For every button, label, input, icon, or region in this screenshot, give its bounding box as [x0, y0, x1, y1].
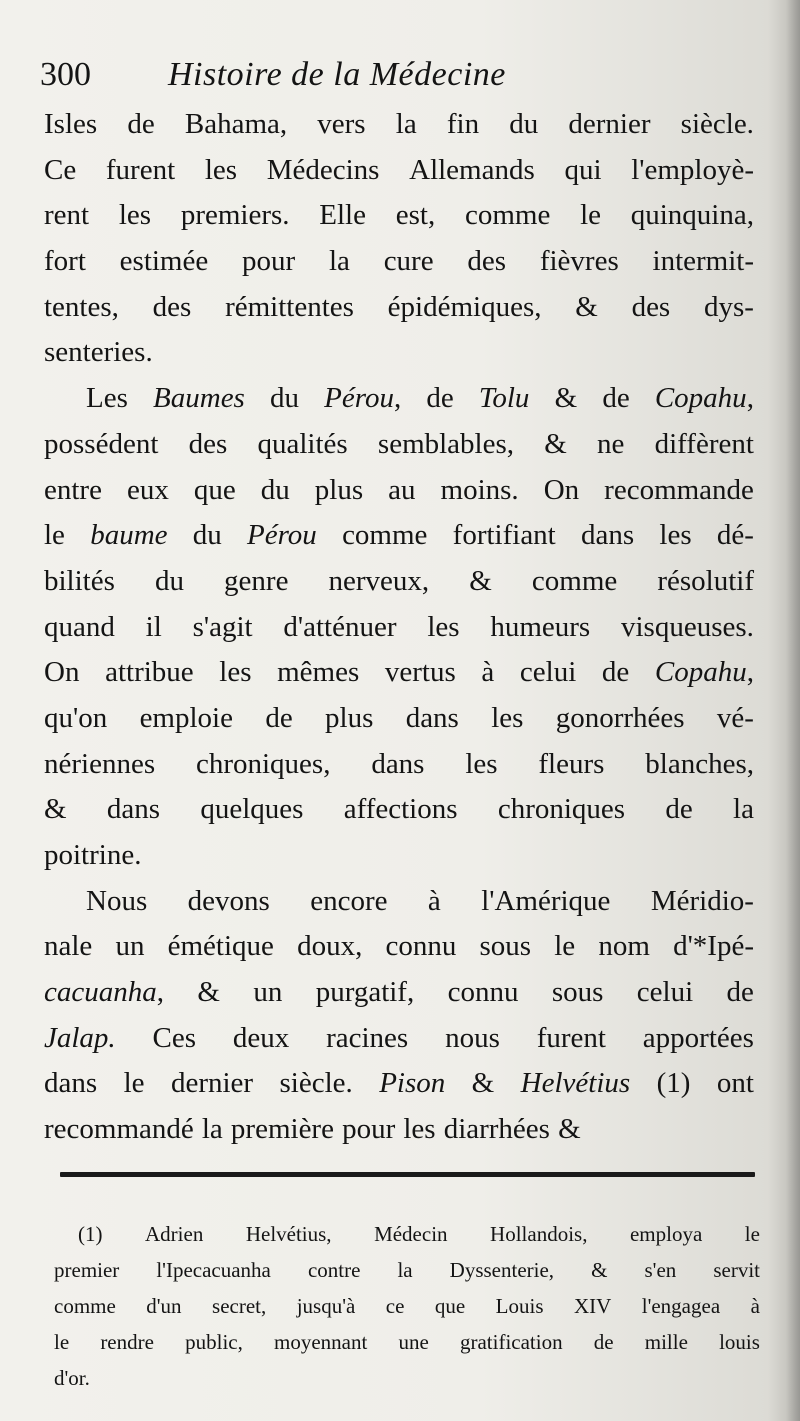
text-line — [44, 879, 754, 925]
word: recommande — [604, 473, 754, 506]
word: dernier — [170, 1067, 254, 1100]
text-line — [44, 696, 754, 742]
footnote-rule — [60, 1172, 755, 1177]
word: moins. — [440, 473, 519, 506]
running-title: Histoire de la Médecine — [168, 56, 506, 93]
word: la — [397, 1258, 413, 1282]
word: nale — [44, 930, 93, 963]
word: à — [427, 884, 441, 917]
word: contre — [307, 1258, 361, 1282]
word: l'Amérique — [481, 884, 611, 917]
text-line — [44, 970, 754, 1016]
word: connu — [447, 976, 519, 1009]
word: les — [659, 519, 692, 552]
word: de — [265, 701, 293, 734]
word: dans — [106, 793, 161, 826]
word: la — [395, 108, 417, 140]
word: la — [328, 245, 350, 278]
word: & — [197, 976, 220, 1009]
word: vers — [317, 108, 366, 140]
word: bilités — [44, 564, 115, 597]
word: possédent — [44, 427, 159, 460]
word: siècle. — [279, 1067, 353, 1100]
word: (1) — [656, 1067, 691, 1100]
page-header — [40, 48, 760, 102]
page-edge-shadow — [786, 0, 800, 1421]
text-line — [44, 330, 754, 376]
word: l'Ipecacuanha — [156, 1258, 271, 1282]
word: le — [123, 1067, 145, 1100]
word: quelques — [200, 793, 304, 826]
word: un — [115, 930, 145, 963]
word: emploie — [139, 701, 233, 734]
word: que — [434, 1294, 466, 1318]
word: de — [602, 382, 630, 415]
word: humeurs — [490, 610, 591, 643]
word: le — [44, 519, 65, 552]
word: résolutif — [657, 564, 754, 597]
text-line — [44, 650, 754, 696]
text-line — [44, 468, 754, 514]
word: connu — [385, 930, 457, 963]
word: comme — [464, 199, 551, 232]
word: d'atténuer — [283, 610, 397, 643]
word: cure — [383, 245, 434, 278]
word: jusqu'à — [296, 1294, 356, 1318]
word: il — [145, 610, 162, 643]
word: intermit- — [652, 245, 754, 278]
word: qualités — [257, 427, 348, 460]
word: Ce — [44, 153, 77, 186]
word: Helvétius — [520, 1067, 631, 1100]
word: mille — [644, 1330, 688, 1354]
word: dernier — [568, 108, 651, 140]
word: cacuanha, — [44, 976, 164, 1009]
page-number: 300 — [40, 56, 91, 93]
word: employa — [629, 1222, 703, 1246]
word: comme — [54, 1294, 116, 1318]
word: ne — [597, 427, 625, 460]
word: On — [44, 656, 80, 689]
word: d'*Ipé- — [673, 930, 754, 963]
word: Hollandois, — [490, 1222, 588, 1246]
word: & — [554, 382, 578, 415]
word: pour — [342, 1113, 396, 1146]
word: dys- — [703, 290, 754, 323]
word: plus — [325, 701, 374, 734]
text-line — [44, 193, 754, 239]
word: devons — [187, 884, 270, 917]
word: vé- — [716, 701, 754, 734]
word: s'en — [644, 1258, 677, 1282]
word: genre — [224, 564, 289, 597]
word: semblables, — [377, 427, 515, 460]
word: que — [193, 473, 236, 506]
word: blanches, — [645, 747, 754, 780]
word: quand — [44, 610, 115, 643]
text-line — [44, 513, 754, 559]
word: Médecin — [374, 1222, 448, 1246]
word: s'agit — [192, 610, 253, 643]
word: (1) — [78, 1222, 103, 1246]
word: du — [509, 108, 539, 140]
word: nériennes — [44, 747, 156, 780]
word: Louis — [495, 1294, 544, 1318]
word: XIV — [573, 1294, 612, 1318]
word: la — [201, 1113, 223, 1146]
word: & — [591, 1258, 608, 1282]
word: le — [554, 930, 576, 963]
word: dans — [581, 519, 635, 552]
footnote-line — [54, 1360, 760, 1396]
word: Baumes — [153, 382, 245, 415]
text-line — [44, 787, 754, 833]
word: dans — [371, 747, 425, 780]
word: premiers. — [180, 199, 290, 232]
word: Allemands — [409, 153, 535, 186]
text-line — [44, 1107, 754, 1153]
footnote-line — [54, 1324, 760, 1360]
word: diarrhées — [443, 1113, 550, 1146]
word: pour — [242, 245, 296, 278]
word: Isles — [44, 108, 98, 140]
word: d'or. — [54, 1366, 90, 1390]
word: moyennant — [274, 1330, 368, 1354]
word: ce — [385, 1294, 405, 1318]
word: doux, — [297, 930, 363, 963]
word: est, — [395, 199, 436, 232]
word: senteries. — [44, 336, 153, 369]
word: les — [491, 701, 524, 734]
word: Elle — [319, 199, 366, 232]
word: dé- — [716, 519, 754, 552]
word: secret, — [212, 1294, 267, 1318]
word: servit — [713, 1258, 760, 1282]
word: rent — [44, 199, 90, 232]
word: de — [726, 976, 754, 1009]
word: fièvres — [539, 245, 619, 278]
word: les — [427, 610, 460, 643]
word: nous — [445, 1021, 500, 1054]
word: purgatif, — [315, 976, 415, 1009]
word: mêmes — [277, 656, 360, 689]
word: le — [580, 199, 601, 232]
word: dans — [44, 1067, 98, 1100]
word: poitrine. — [44, 839, 142, 871]
word: Ces — [152, 1021, 197, 1054]
word: On — [543, 473, 580, 506]
word: les — [403, 1113, 436, 1146]
text-line — [44, 376, 754, 422]
word: nom — [598, 930, 650, 963]
word: & — [558, 1113, 581, 1146]
word: à — [481, 656, 495, 689]
word: Nous — [86, 884, 148, 917]
footnote-line — [54, 1216, 760, 1252]
word: eux — [126, 473, 169, 506]
word: de — [601, 656, 630, 689]
word: celui — [519, 656, 577, 689]
word: rendre — [100, 1330, 154, 1354]
word: à — [750, 1294, 760, 1318]
word: siècle. — [680, 108, 754, 140]
word: & — [575, 290, 598, 323]
word: furent — [536, 1021, 606, 1054]
word: deux — [232, 1021, 290, 1054]
text-line — [44, 422, 754, 468]
text-line — [44, 924, 754, 970]
text-line — [44, 1061, 754, 1107]
word: Médecins — [266, 153, 380, 186]
word: sous — [551, 976, 604, 1009]
text-line — [44, 1016, 754, 1062]
word: fort — [44, 245, 86, 278]
word: dans — [405, 701, 459, 734]
word: rémittentes — [225, 290, 354, 323]
word: fin — [446, 108, 480, 140]
word: Pérou — [247, 519, 317, 552]
word: furent — [105, 153, 176, 186]
word: d'un — [146, 1294, 182, 1318]
text-line — [44, 148, 754, 194]
word: nerveux, — [328, 564, 430, 597]
word: comme — [342, 519, 428, 552]
word: visqueuses. — [621, 610, 754, 643]
word: des — [152, 290, 192, 323]
word: quinquina, — [630, 199, 754, 232]
text-line — [44, 742, 754, 788]
word: tentes, — [44, 290, 119, 323]
word: les — [204, 153, 238, 186]
footnote-line — [54, 1288, 760, 1324]
word: Copahu, — [654, 382, 754, 415]
word: apportées — [642, 1021, 754, 1054]
word: Pison — [379, 1067, 446, 1100]
word: & — [469, 564, 492, 597]
word: du — [270, 382, 300, 415]
word: Tolu — [478, 382, 530, 415]
word: de — [665, 793, 693, 826]
body-text — [44, 102, 754, 1153]
word: gratification — [459, 1330, 563, 1354]
word: émétique — [167, 930, 274, 963]
word: & — [44, 793, 67, 826]
word: de — [127, 108, 155, 140]
word: Bahama, — [184, 108, 288, 140]
word: Jalap. — [44, 1021, 116, 1054]
word: l'engagea — [641, 1294, 721, 1318]
word: entre — [44, 473, 102, 506]
word: chroniques, — [195, 747, 331, 780]
word: la — [733, 793, 754, 826]
text-line — [44, 239, 754, 285]
word: les — [118, 199, 152, 232]
word: encore — [310, 884, 388, 917]
word: celui — [636, 976, 694, 1009]
word: les — [219, 656, 252, 689]
word: de — [593, 1330, 614, 1354]
word: recommandé — [44, 1113, 194, 1146]
word: affections — [343, 793, 458, 826]
word: vertus — [384, 656, 456, 689]
word: chroniques — [497, 793, 626, 826]
word: Méridio- — [650, 884, 754, 917]
word: public, — [185, 1330, 243, 1354]
word: des — [467, 245, 507, 278]
word: de — [426, 382, 454, 415]
word: racines — [326, 1021, 409, 1054]
word: le — [744, 1222, 760, 1246]
word: les — [465, 747, 498, 780]
word: première — [230, 1113, 334, 1146]
word: comme — [531, 564, 618, 597]
word: l'employè- — [631, 153, 754, 186]
word: du — [154, 564, 184, 597]
word: attribue — [105, 656, 194, 689]
word: du — [192, 519, 222, 552]
footnote — [54, 1216, 760, 1396]
word: Copahu, — [654, 656, 754, 689]
word: un — [253, 976, 283, 1009]
footnote-line — [54, 1252, 760, 1288]
word: des — [188, 427, 228, 460]
word: Adrien — [145, 1222, 204, 1246]
word: sous — [479, 930, 532, 963]
word: Les — [86, 382, 128, 415]
text-line — [44, 559, 754, 605]
word: diffèrent — [654, 427, 754, 460]
word: qui — [564, 153, 602, 186]
text-line — [44, 833, 754, 879]
word: des — [631, 290, 671, 323]
text-line — [44, 605, 754, 651]
word: Helvétius, — [245, 1222, 332, 1246]
word: ont — [716, 1067, 754, 1100]
word: le — [54, 1330, 70, 1354]
word: Pérou, — [324, 382, 402, 415]
word: du — [260, 473, 290, 506]
text-line — [44, 285, 754, 331]
word: gonorrhées — [555, 701, 685, 734]
word: estimée — [119, 245, 209, 278]
word: Dyssenterie, — [449, 1258, 555, 1282]
word: louis — [719, 1330, 760, 1354]
word: qu'on — [44, 701, 108, 734]
text-line — [44, 102, 754, 148]
word: au — [388, 473, 416, 506]
word: une — [398, 1330, 429, 1354]
word: & — [544, 427, 567, 460]
word: baume — [90, 519, 168, 552]
word: épidémiques, — [387, 290, 542, 323]
word: & — [471, 1067, 495, 1100]
word: fleurs — [538, 747, 605, 780]
word: premier — [54, 1258, 120, 1282]
word: plus — [314, 473, 364, 506]
word: fortifiant — [452, 519, 556, 552]
